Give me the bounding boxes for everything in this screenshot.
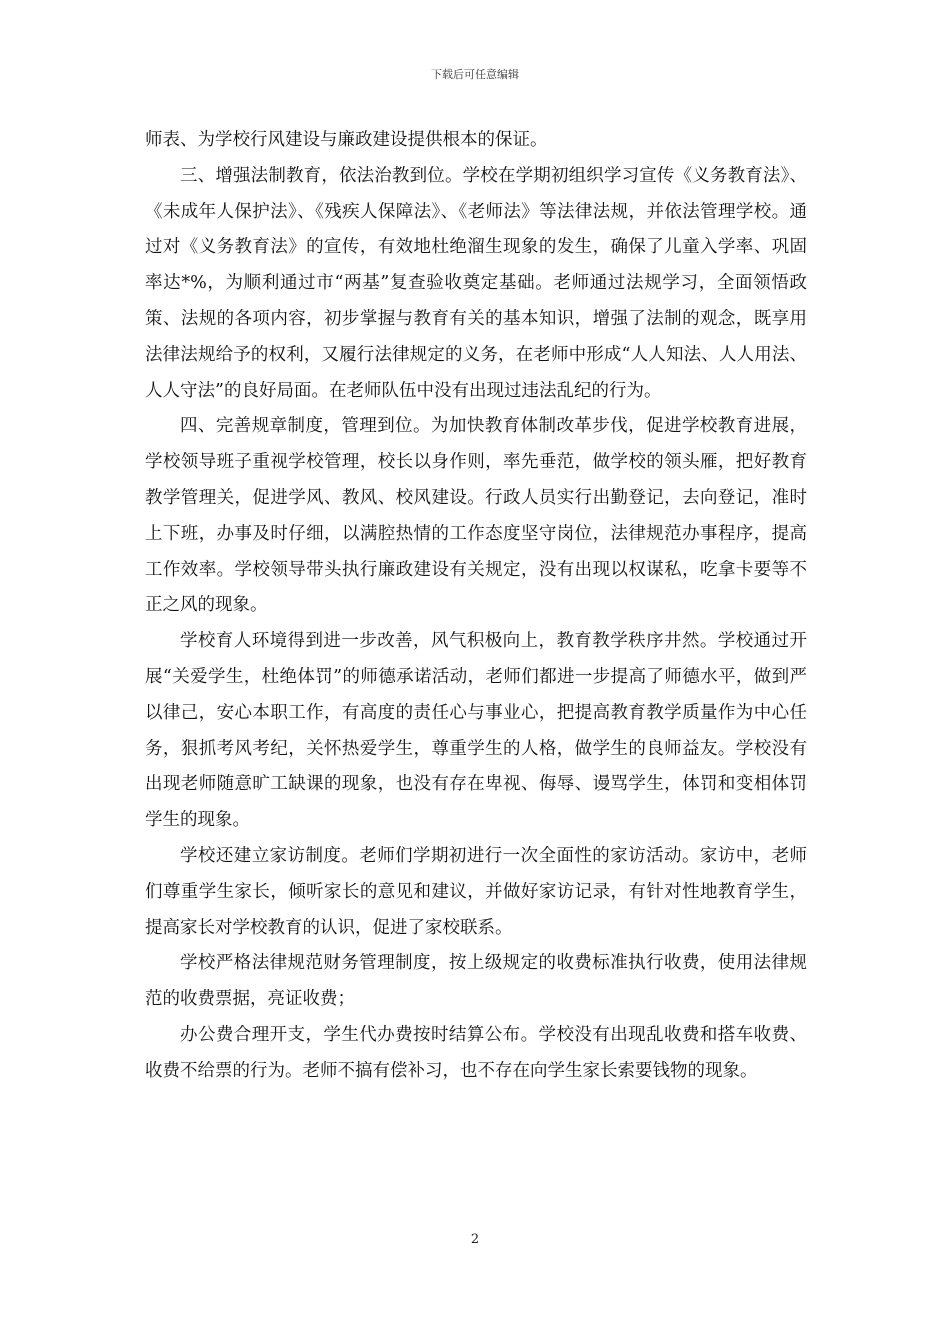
page-header: 下载后可任意编辑: [431, 68, 519, 81]
paragraph-school-environment: 学校育人环境得到进一步改善，风气积极向上，教育教学秩序井然。学校通过开展“关爱学生，杜绝体罚”的师德承诺活动，老师们都进一步提高了师德水平，做到严以律己，安心本职工作，有高度的责任心与事业心，把提高教育教学质量作为中心任务，狠抓考风考纪，关怀热爱学生，尊重学生的人格，做学生的良师益友。学校没有出现老师随意旷工缺课的现象，也没有存在卑视、侮辱、谩骂学生，体罚和变相体罚学生的现象。: [145, 631, 807, 831]
paragraph-continuation: 师表、为学校行风建设与廉政建设提供根本的保证。: [145, 130, 548, 150]
document-body: [145, 123, 807, 1090]
paragraph-rules-management: 四、完善规章制度，管理到位。为加快教育体制改革步伐，促进学校教育进展，学校领导班子重视学校管理，校长以身作则，率先垂范，做学校的领头雁，把好教育教学管理关，促进学风、教风、校风建设。行政人员实行出勤登记，去向登记，准时上下班，办事及时仔细，以满腔热情的工作态度坚守岗位，法律规范办事程序，提高工作效率。学校领导带头执行廉政建设有关规定，没有出现以权谋私，吃拿卡要等不正之风的现象。: [145, 416, 807, 616]
paragraph-office-expenses: 办公费合理开支，学生代办费按时结算公布。学校没有出现乱收费和搭车收费、收费不给票的行为。老师不搞有偿补习，也不存在向学生家长索要钱物的现象。: [145, 1024, 807, 1081]
paragraph-home-visits: 学校还建立家访制度。老师们学期初进行一次全面性的家访活动。家访中，老师们尊重学生家长，倾听家长的意见和建议，并做好家访记录，有针对性地教育学生，提高家长对学校教育的认识，促进了家校联系。: [145, 845, 807, 938]
paragraph-legal-education: 三、增强法制教育，依法治教到位。学校在学期初组织学习宣传《义务教育法》、《未成年人保护法》、《残疾人保障法》、《老师法》等法律法规，并依法管理学校。通过对《义务教育法》的宣传，有效地杜绝溜生现象的发生，确保了儿童入学率、巩固率达*%，为顺利通过市“两基”复查验收奠定基础。老师通过法规学习，全面领悟政策、法规的各项内容，初步掌握与教育有关的基本知识，增强了法制的观念，既享用法律法规给予的权利，又履行法律规定的义务，在老师中形成“人人知法、人人用法、人人守法”的良好局面。在老师队伍中没有出现过违法乱纪的行为。: [145, 165, 807, 401]
paragraph-finance-rules: 学校严格法律规范财务管理制度，按上级规定的收费标准执行收费，使用法律规范的收费票据，亮证收费；: [145, 953, 807, 1010]
page-number: 2: [470, 1232, 480, 1247]
